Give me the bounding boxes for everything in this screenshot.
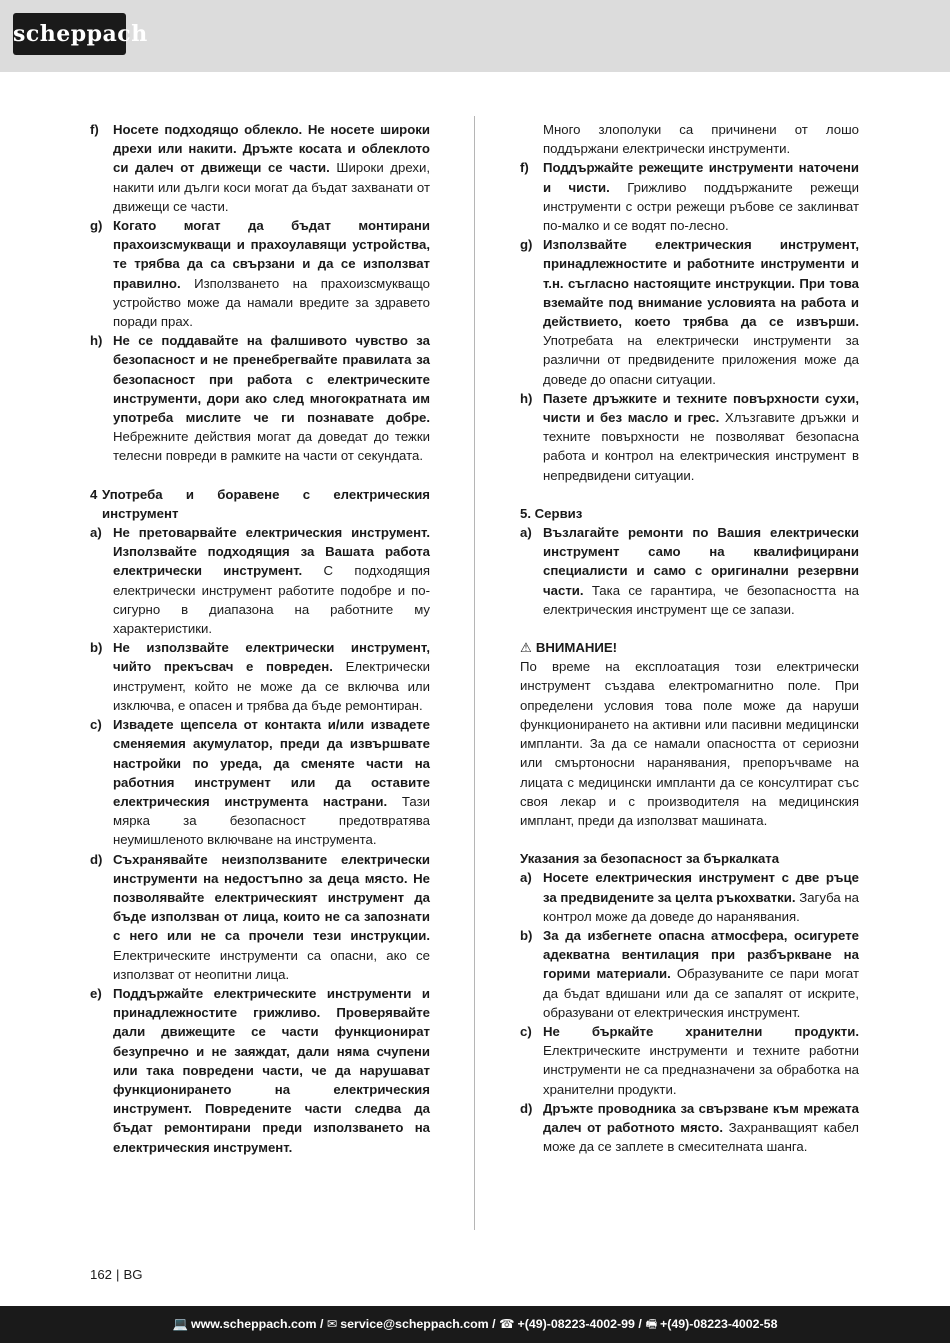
item-bold-text: Пазете дръжките и техните повърхности сухи, чисти и без масло и грес. [543,390,859,426]
item-normal-text: Електрическите инструменти и техните работни инструменти не са предназначени за обработка на хранителни продукти. [543,1043,859,1097]
fax-icon: 🖷 [645,1317,658,1331]
list-item [90,523,430,638]
footer-separator: / [319,1317,324,1331]
warning-text: По време на експлоатация този електрически инструмент създава електромагнитно поле. При определени условия това поле може да наруши функционирането на активни или пасивни медицински импланти. За да се намали опасността от сериозни или смъртоносни наранявания, препоръчваме на лицата с медицински импланти да се консултират със своя лекар и с производителя на медицинския имплант, преди да използват машината. [520,659,859,828]
item-bold-text: Използвайте електрическия инструмент, принадлежностите и работните инструменти и т.н. съгласно настоящите инструкции. При това вземайте под внимание условията на работа и действието, което трябва да се извърши. [543,237,859,330]
list-item [90,216,430,331]
section-heading-5: 5. Сервиз [520,505,583,521]
email-icon: ✉ [326,1317,338,1331]
item-label: c) [90,717,102,733]
item-label: a) [90,525,102,541]
item-text [113,120,430,216]
list-item [520,926,859,1022]
item-normal-text: Грижливо поддържаните режещи инструменти с остри режещи ръбове се заклинват по-малко и се водят по-лесно. [543,179,859,234]
list-item [90,715,430,849]
item-label: c) [520,1023,532,1039]
safety-list-usage [90,523,430,1157]
list-item [520,389,859,485]
item-text [113,638,430,715]
item-normal-text: Тази мярка за безопасност предотвратява неумишленото включване на инструмента. [113,793,430,848]
item-bold-text: Носете подходящо облекло. Не носете широки дрехи или накити. Дръжте косата и облеклото си далеч от движещи се части. [113,122,430,176]
footer-separator: / [638,1317,642,1331]
item-bold-text: Извадете щепсела от контакта и/или извадете сменяемия акумулатор, преди да извършвате настройки по уреда, да сменяте части на работния инструмент или да оставите електрическия инструмента настрани. [113,717,430,809]
section-title: Употреба и боравене с електрическия инструмент [102,486,430,521]
item-bold-text: Не се поддавайте на фалшивото чувство за безопасност и не пренебрегвайте правилата за безопасност при работа с електрическите инструменти, дори ако след многократната им употреба мислите че ги познавате добре. [113,333,430,426]
item-normal-text: Загуба на контрол може да доведе до наранявания. [543,889,859,924]
item-text [543,1022,859,1099]
item-text [113,331,430,465]
item-text [113,850,430,984]
computer-icon: 💻 [172,1317,188,1331]
item-normal-text: Образуваните се пари могат да бъдат вдишани или да се запалят от искрите, образувани от електрическия инструмент. [543,966,860,1020]
list-item [520,1099,859,1157]
page-number: 162 [90,1267,113,1282]
list-item [520,1022,859,1099]
warning-icon: ⚠ [520,640,532,656]
item-text [113,523,430,638]
item-label: e) [90,985,102,1001]
list-item [90,120,430,216]
item-text [543,926,859,1022]
item-text [543,523,859,619]
list-item [520,158,859,235]
warning-title: ВНИМАНИЕ! [535,640,618,656]
item-normal-text: С подходящия електрически инструмент работите подобре и по-сигурно в диапазона на работните му характеристики. [113,563,430,637]
item-bold-text: Съхранявайте неизползваните електрически инструменти на недостъпно за деца място. Не позволявайте електрическият инструмент да бъде използван от лица, които не са запознати с него или не са прочели тези инструкции. [113,851,430,944]
item-normal-text: Широки дрехи, накити или дълги коси могат да бъдат захванати от движещи се части. [113,160,430,214]
item-normal-text: Небрежните действия могат да доведат до тежки телесни повреди в рамките на части от секундата. [113,429,430,464]
phone-number: +(49)-08223-4002-99 [517,1317,635,1331]
header-bar [0,0,950,72]
list-item [520,868,859,926]
mixer-safety-list [520,868,859,1156]
service-list [520,523,859,619]
item-bold-text: Носете електрическия инструмент с две ръце за предвидените за целта ръкохватки. [543,870,859,905]
page-separator: | [116,1267,120,1282]
website-link[interactable]: www.scheppach.com [190,1317,317,1331]
item-text [113,984,430,1157]
list-item [90,984,430,1157]
item-bold-text: Не бъркайте хранителни продукти. [543,1023,859,1039]
item-label: h) [90,333,103,349]
item-bold-text: Поддържайте електрическите инструменти и принадлежностите грижливо. Проверявайте дали движещите се части функционират безупречно и не заяждат, дали няма счупени или така повредени части, че да нарушават функционирането на електрическия инструмент. Повредените части следва да бъдат ремонтирани преди използването на електрическия инструмент. [113,985,430,1155]
item-text [113,216,430,331]
warning-heading [520,638,859,657]
item-normal-text: Използването на прахоизсмукващо устройство може да намали вредите за здравето поради прах. [113,275,430,330]
email-link[interactable]: service@scheppach.com [340,1317,489,1331]
item-bold-text: Поддържайте режещите инструменти наточени и чисти. [543,160,859,195]
item-label: b) [90,640,103,656]
item-text [543,158,859,235]
section-number: 4 [90,486,98,502]
list-item [90,850,430,984]
item-label: f) [90,122,99,137]
continuation-text: Много злополуки са причинени от лошо поддържани електрически инструменти. [543,122,859,157]
item-label: g) [90,218,103,234]
item-normal-text: Така се гарантира, че безопасността на електрическия инструмент ще се запази. [543,582,859,617]
fax-number: +(49)-08223-4002-58 [660,1317,778,1331]
item-normal-text: Електрически инструмент, който не може да се включва или изключва, е опасен и трябва да бъде ремонтиран. [113,659,430,713]
item-bold-text: Не използвайте електрически инструмент, чийто прекъсвач е повреден. [113,640,430,675]
item-bold-text: Възлагайте ремонти по Вашия електрически инструмент само на квалифицирани специалисти и само с оригинални резервни части. [543,525,859,598]
item-bold-text: Когато могат да бъдат монтирани прахоизсмукващи и прахоулавящи устройства, те трябва да са свързани и да се използват правилно. [113,218,430,291]
safety-list-right-top [520,158,859,484]
item-normal-text: Хлъзгавите дръжки и техните повърхности не позволяват безопасна работа и контрол на електрическия инструмент в непредвидени ситуации. [543,410,859,483]
item-label: d) [90,851,103,867]
item-normal-text: Захранващият кабел може да се заплете в смесителната шанга. [543,1119,860,1155]
page-footer-number [90,1265,143,1284]
footer-separator: / [492,1317,496,1331]
item-label: f) [520,160,529,176]
item-normal-text: Електрическите инструменти са опасни, ако се използват от неопитни лица. [113,947,430,982]
item-text [543,235,859,389]
item-label: b) [520,927,533,943]
list-item [90,331,430,465]
item-label: h) [520,390,533,406]
phone-icon: ☎ [499,1317,515,1331]
item-text [543,389,859,485]
item-bold-text: Не претоварвайте електрическия инструмент. Използвайте подходящия за Вашата работа електрически инструмент. [113,525,430,579]
list-item [90,638,430,715]
right-column [520,120,859,1156]
item-text [543,868,859,926]
item-label: a) [520,525,532,541]
brand-logo: scheppach [13,13,126,55]
item-bold-text: За да избегнете опасна атмосфера, осигурете адекватна вентилация при разбъркване на горими материали. [543,927,859,982]
mixer-safety-heading: Указания за безопасност за бъркалката [520,851,780,867]
item-bold-text: Дръжте проводника за свързване към мрежата далеч от работното място. [543,1100,859,1135]
column-divider [474,116,475,1230]
item-text [113,715,430,849]
item-label: d) [520,1100,533,1116]
page-language: BG [123,1267,143,1282]
item-text [543,1099,859,1157]
list-item [520,523,859,619]
left-column [90,120,430,1157]
safety-list-top [90,120,430,466]
item-label: g) [520,237,533,253]
item-normal-text: Употребата на електрически инструменти за различни от предвидените приложения може да доведе до опасни ситуации. [543,333,859,387]
section-heading-4 [90,485,430,523]
item-label: a) [520,870,532,886]
contact-footer [0,1306,950,1343]
list-item [520,235,859,389]
